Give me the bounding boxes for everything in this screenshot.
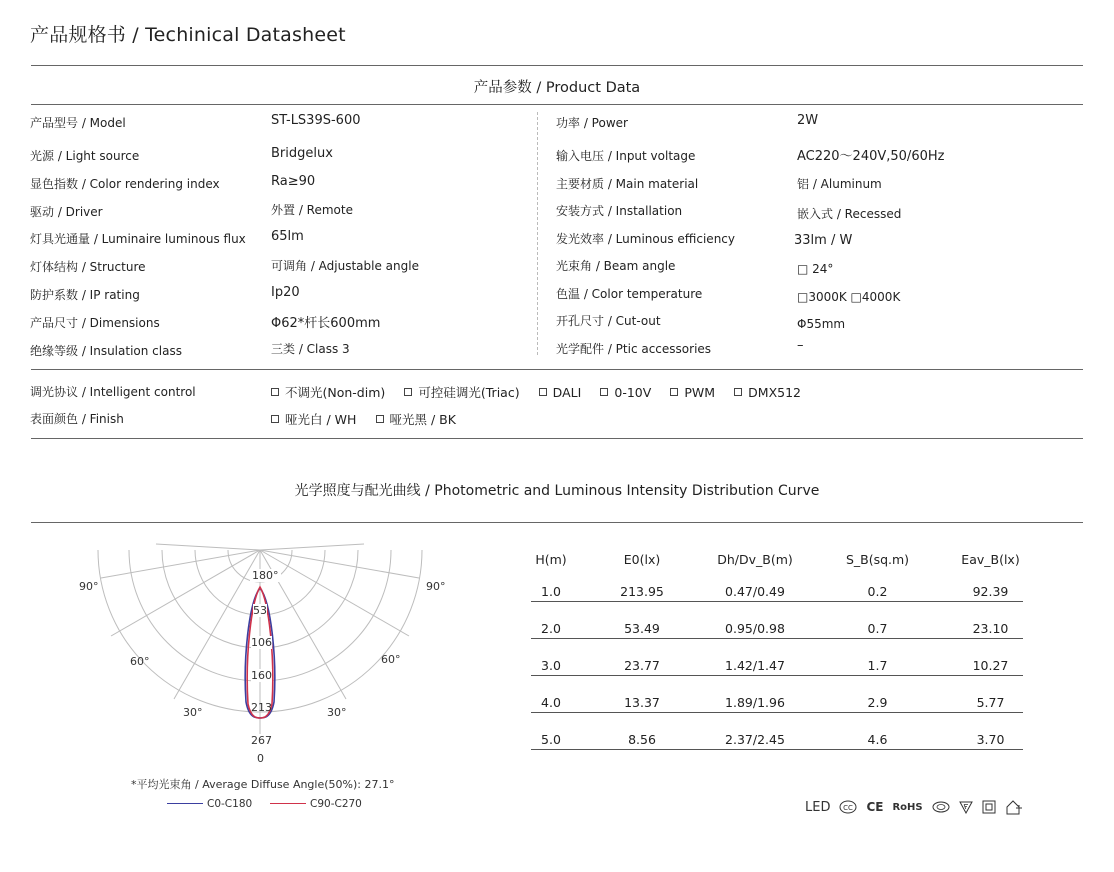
table-cell: 3.0 bbox=[541, 658, 561, 673]
legend-label-c90-c270: C90-C270 bbox=[310, 798, 362, 810]
spec-value-structure: 可调角 / Adjustable angle bbox=[271, 259, 419, 273]
angle-label-30-left: 30° bbox=[183, 706, 203, 719]
angle-label-90-right: 90° bbox=[426, 580, 446, 593]
option-dali[interactable]: DALI bbox=[539, 385, 582, 400]
spec-label-structure: 灯体结构 / Structure bbox=[30, 260, 146, 274]
spec-value-cri: Ra≥90 bbox=[271, 174, 316, 189]
recessed-mount-house-icon bbox=[1005, 799, 1023, 815]
angle-label-0: 0 bbox=[257, 752, 264, 765]
spec-value-input-voltage: AC220～240V,50/60Hz bbox=[797, 149, 945, 164]
angle-label-30-right: 30° bbox=[327, 706, 347, 719]
table-cell: 2.9 bbox=[867, 695, 888, 710]
table-cell: 3.70 bbox=[976, 732, 1005, 747]
spec-label-input-voltage: 输入电压 / Input voltage bbox=[556, 149, 696, 163]
product-data-title: 产品参数 / Product Data bbox=[473, 80, 641, 96]
spec-label-accessories: 光学配件 / Ptic accessories bbox=[556, 342, 712, 356]
spec-value-model: ST-LS39S-600 bbox=[271, 113, 361, 128]
divider bbox=[31, 104, 1083, 105]
table-cell: 4.6 bbox=[867, 732, 888, 747]
table-row-divider bbox=[531, 712, 1023, 713]
table-cell: 4.0 bbox=[541, 695, 561, 710]
table-row-divider bbox=[531, 675, 1023, 676]
table-header-h: H(m) bbox=[535, 552, 567, 567]
radial-label-267: 267 bbox=[251, 734, 272, 747]
table-header-e0: E0(lx) bbox=[623, 552, 661, 567]
legend-label-c0-c180: C0-C180 bbox=[207, 798, 253, 810]
spec-label-ip: 防护系数 / IP rating bbox=[30, 288, 140, 302]
table-header-dh-dv: Dh/Dv_B(m) bbox=[717, 552, 793, 567]
photometric-title: 光学照度与配光曲线 / Photometric and Luminous Intensity Distribution Curve bbox=[294, 483, 820, 499]
radial-label-106: 106 bbox=[251, 636, 272, 649]
table-row-divider bbox=[531, 601, 1023, 602]
cqc-certification-icon bbox=[932, 801, 950, 813]
checkbox-icon bbox=[600, 388, 608, 396]
ce-certification-icon: CE bbox=[866, 800, 884, 814]
spec-label-insulation: 绝缘等级 / Insulation class bbox=[30, 344, 182, 358]
option-dmx512[interactable]: DMX512 bbox=[734, 385, 801, 400]
spec-label-power: 功率 / Power bbox=[556, 116, 628, 130]
radial-label-53: 53 bbox=[253, 604, 267, 617]
table-cell: 23.10 bbox=[972, 621, 1009, 636]
spec-label-material: 主要材质 / Main material bbox=[556, 177, 699, 191]
intelligent-control-label: 调光协议 / Intelligent control bbox=[30, 385, 196, 399]
table-cell: 5.0 bbox=[541, 732, 561, 747]
document-title: 产品规格书 / Techinical Datasheet bbox=[30, 24, 346, 46]
option-pwm[interactable]: PWM bbox=[670, 385, 715, 400]
finish-label: 表面颜色 / Finish bbox=[30, 412, 124, 426]
spec-value-power: 2W bbox=[797, 113, 819, 128]
spec-value-dimensions: Φ62*杆长600mm bbox=[271, 316, 381, 331]
divider bbox=[31, 438, 1083, 439]
option-0-10v[interactable]: 0-10V bbox=[600, 385, 651, 400]
angle-label-60-right: 60° bbox=[381, 653, 401, 666]
table-cell: 213.95 bbox=[620, 584, 664, 599]
spec-value-beam-angle: □ 24° bbox=[797, 262, 834, 276]
spec-value-efficiency: 33lm / W bbox=[794, 233, 853, 248]
divider bbox=[31, 369, 1083, 370]
spec-value-cutout: Φ55mm bbox=[797, 317, 846, 331]
spec-label-efficiency: 发光效率 / Luminous efficiency bbox=[556, 232, 735, 246]
checkbox-icon bbox=[376, 415, 384, 423]
table-cell: 1.89/1.96 bbox=[725, 695, 785, 710]
ccc-certification-icon bbox=[839, 800, 857, 814]
option-non-dim[interactable]: 不调光(Non-dim) bbox=[271, 383, 385, 401]
table-cell: 8.56 bbox=[628, 732, 656, 747]
checkbox-icon bbox=[670, 388, 678, 396]
checkbox-icon bbox=[271, 388, 279, 396]
table-cell: 1.42/1.47 bbox=[725, 658, 785, 673]
angle-label-180: 180° bbox=[252, 569, 279, 582]
spec-value-light-source: Bridgelux bbox=[271, 146, 333, 161]
spec-label-cutout: 开孔尺寸 / Cut-out bbox=[556, 314, 661, 328]
spec-value-flux: 65lm bbox=[271, 229, 304, 244]
angle-label-90-left: 90° bbox=[79, 580, 99, 593]
spec-label-driver: 驱动 / Driver bbox=[30, 205, 103, 219]
table-cell: 23.77 bbox=[624, 658, 660, 673]
spec-label-dimensions: 产品尺寸 / Dimensions bbox=[30, 316, 160, 330]
table-header-eav-b: Eav_B(lx) bbox=[961, 552, 1020, 567]
divider bbox=[31, 522, 1083, 523]
table-header-s-b: S_B(sq.m) bbox=[845, 552, 910, 567]
spec-value-driver: 外置 / Remote bbox=[271, 203, 353, 217]
spec-value-ip: Ip20 bbox=[271, 285, 300, 300]
table-row-divider bbox=[531, 749, 1023, 750]
table-cell: 2.0 bbox=[541, 621, 561, 636]
divider bbox=[31, 65, 1083, 66]
option-white[interactable]: 哑光白 / WH bbox=[271, 410, 356, 428]
spec-label-color-temp: 色温 / Color temperature bbox=[556, 287, 703, 301]
svg-text:CC: CC bbox=[843, 804, 854, 812]
column-divider bbox=[537, 112, 538, 355]
spec-label-light-source: 光源 / Light source bbox=[30, 149, 140, 163]
table-cell: 92.39 bbox=[972, 584, 1009, 599]
checkbox-icon bbox=[271, 415, 279, 423]
legend-swatch-c0-c180 bbox=[167, 803, 203, 804]
table-cell: 1.0 bbox=[541, 584, 561, 599]
spec-label-model: 产品型号 / Model bbox=[30, 116, 126, 130]
table-row-divider bbox=[531, 638, 1023, 639]
table-cell: 0.2 bbox=[867, 584, 888, 599]
spec-value-material: 铝 / Aluminum bbox=[797, 177, 882, 191]
spec-value-installation: 嵌入式 / Recessed bbox=[797, 207, 902, 221]
table-cell: 2.37/2.45 bbox=[725, 732, 785, 747]
table-cell: 10.27 bbox=[972, 658, 1009, 673]
table-cell: 0.95/0.98 bbox=[725, 621, 785, 636]
certification-marks bbox=[805, 799, 1023, 815]
rohs-certification-icon: RoHS bbox=[892, 801, 923, 813]
led-mark: LED bbox=[805, 799, 831, 815]
table-cell: 5.77 bbox=[976, 695, 1005, 710]
checkbox-icon bbox=[539, 388, 547, 396]
checkbox-icon bbox=[734, 388, 742, 396]
spec-value-color-temp: □3000K □4000K bbox=[797, 290, 901, 304]
table-cell: 0.47/0.49 bbox=[725, 584, 785, 599]
spec-value-accessories: – bbox=[797, 338, 804, 353]
option-triac[interactable]: 可控硅调光(Triac) bbox=[404, 383, 519, 401]
average-diffuse-angle-note: *平均光束角 / Average Diffuse Angle(50%): 27.1° bbox=[131, 778, 395, 791]
finish-options bbox=[271, 409, 470, 428]
option-black[interactable]: 哑光黑 / BK bbox=[376, 410, 456, 428]
f-mark-triangle-icon bbox=[959, 801, 973, 814]
intelligent-control-options bbox=[271, 382, 815, 401]
spec-label-flux: 灯具光通量 / Luminaire luminous flux bbox=[30, 232, 246, 246]
table-cell: 1.7 bbox=[867, 658, 888, 673]
table-cell: 13.37 bbox=[624, 695, 660, 710]
angle-label-60-left: 60° bbox=[130, 655, 150, 668]
table-cell: 0.7 bbox=[867, 621, 888, 636]
spec-label-installation: 安装方式 / Installation bbox=[556, 204, 683, 218]
spec-label-cri: 显色指数 / Color rendering index bbox=[30, 177, 220, 191]
table-cell: 53.49 bbox=[624, 621, 660, 636]
class-ii-double-square-icon bbox=[982, 800, 996, 814]
radial-label-160: 160 bbox=[251, 669, 272, 682]
legend-swatch-c90-c270 bbox=[270, 803, 306, 804]
spec-value-insulation: 三类 / Class 3 bbox=[271, 342, 350, 356]
checkbox-icon bbox=[404, 388, 412, 396]
spec-label-beam-angle: 光束角 / Beam angle bbox=[556, 259, 676, 273]
radial-label-213: 213 bbox=[251, 701, 272, 714]
